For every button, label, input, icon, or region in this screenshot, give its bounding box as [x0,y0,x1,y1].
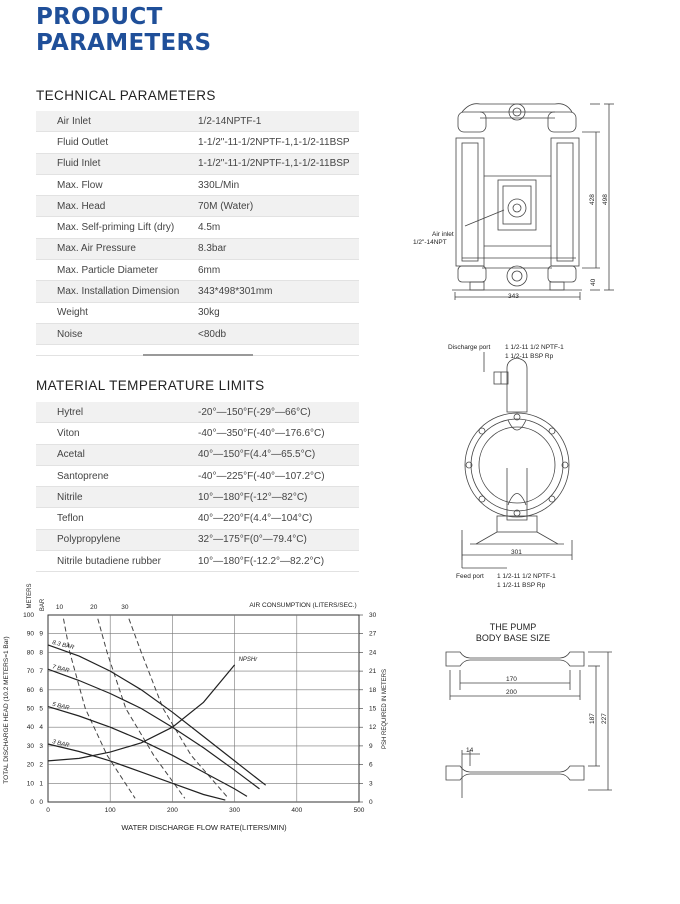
pump-performance-chart [3,583,388,832]
y-tick-label-bar: 3 [39,742,43,750]
y-axis-label: TOTAL DISCHARGE HEAD (10.2 METERS=1 Bar) [3,636,10,784]
dim-base-40: 40 [590,278,597,286]
y-tick-label-bar: 1 [39,780,43,788]
dim-height-428: 428 [589,194,596,205]
technical-param-value: 1-1/2"-11-1/2NPTF-1,1-1/2-11BSP [198,153,359,174]
material-temp-label: Viton [36,423,198,444]
base-dim-187: 187 [589,713,596,724]
base-dim-200: 200 [506,689,517,696]
series-label: 5 BAR [51,701,70,712]
technical-param-label: Max. Air Pressure [36,238,198,259]
feed-port-label: Feed port [456,573,484,580]
base-dim-14: 14 [466,747,474,754]
dim-depth-301: 301 [511,549,522,556]
technical-param-label: Max. Installation Dimension [36,281,198,302]
x-tick-label: 0 [46,807,50,814]
chart-ticks [23,604,376,814]
discharge-port-spec-2: 1 1/2-11 BSP Rp [505,353,554,360]
material-temp-label: Nitrile [36,487,198,508]
air-inlet-spec: 1/2"-14NPT [413,239,447,246]
technical-param-value: 330L/Min [198,174,359,195]
material-temp-value: 40°—220°F(4.4°—104°C) [198,508,359,529]
y-tick-label-meters: 50 [26,705,34,713]
technical-param-value: 343*498*301mm [198,281,359,302]
technical-param-value: 6mm [198,260,359,281]
material-temp-value: -20°—150°F(-29°—66°C) [198,402,359,423]
material-temp-value: 32°—175°F(0°—79.4°C) [198,529,359,550]
y-tick-label-meters: 70 [26,668,34,676]
technical-param-value: 1/2-14NPTF-1 [198,111,359,132]
feed-port-spec-2: 1 1/2-11 BSP Rp [497,582,546,589]
y2-axis-label: PSH REQUIRED IN METERS [382,668,388,750]
series-line-3-bar [48,744,225,800]
technical-param-label: Fluid Outlet [36,132,198,153]
technical-param-value: 70M (Water) [198,196,359,217]
y-tick-label-bar: 0 [39,799,43,806]
air-consumption-tick-label: 20 [90,604,98,611]
x-tick-label: 400 [291,807,303,814]
base-dim-170: 170 [506,676,517,683]
material-temp-value: 10°—180°F(-12°—82°C) [198,487,359,508]
technical-param-label: Max. Self-priming Lift (dry) [36,217,198,238]
technical-param-value: 30kg [198,302,359,323]
technical-param-label: Max. Particle Diameter [36,260,198,281]
x-tick-label: 500 [353,807,365,814]
y2-tick-label: 18 [369,686,377,694]
air-consumption-tick-label: 10 [55,604,64,611]
air-consumption-axis-label: AIR CONSUMPTION (LITERS/SEC.) [249,602,357,609]
chart-series [48,619,266,800]
material-temp-value: 10°—180°F(-12.2°—82.2°C) [198,551,359,572]
base-size-title-2: BODY BASE SIZE [475,633,551,643]
air-consumption-tick-label: 30 [121,604,129,611]
technical-param-value: 4.5m [198,217,359,238]
discharge-port-spec-1: 1 1/2-11 1/2 NPTF-1 [505,344,564,351]
y-tick-label-bar: 7 [39,668,43,676]
y-tick-label-meters: 40 [26,724,34,732]
technical-param-value: 1-1/2"-11-1/2NPTF-1,1-1/2-11BSP [198,132,359,153]
series-label: NPSHr [238,656,258,663]
air-inlet-label: Air inlet [432,231,454,238]
technical-param-label: Noise [36,323,198,344]
y2-tick-label: 0 [369,799,373,806]
technical-param-label: Fluid Inlet [36,153,198,174]
dim-height-498: 498 [602,194,609,205]
x-tick-label: 200 [166,807,178,814]
y-tick-label-bar: 6 [39,686,43,694]
y2-tick-label: 3 [369,780,373,788]
technical-param-label: Air Inlet [36,111,198,132]
pump-base-drawing [446,652,612,798]
y2-tick-label: 24 [369,649,377,657]
material-temp-label: Acetal [36,444,198,465]
material-temp-label: Hytrel [36,402,198,423]
feed-port-spec-1: 1 1/2-11 1/2 NPTF-1 [497,573,556,580]
base-dim-227: 227 [601,713,608,724]
y2-tick-label: 15 [369,705,377,713]
series-line-7-bar [48,669,260,789]
y-tick-label-meters: 90 [26,630,34,638]
technical-param-label: Max. Flow [36,174,198,195]
pump-side-view-drawing [462,352,572,568]
page-title-line-2: PARAMETERS [36,30,212,56]
y-tick-label-bar: 9 [39,630,43,638]
y2-tick-label: 27 [369,630,377,638]
material-temp-label: Nitrile butadiene rubber [36,551,198,572]
y-tick-label-bar: 4 [39,724,43,732]
technical-param-label: Weight [36,302,198,323]
material-temp-label: Santoprene [36,465,198,486]
material-temperature-heading: MATERIAL TEMPERATURE LIMITS [36,378,265,393]
y-tick-label-bar: 8 [39,649,43,657]
series-label: 3 BAR [51,739,70,750]
series-label: 7 BAR [51,664,70,675]
series-label: 8.3 BAR [51,640,75,652]
y-unit-bar: BAR [40,598,46,612]
y-tick-label-meters: 0 [30,799,34,806]
technical-param-label: Max. Head [36,196,198,217]
x-axis-label: WATER DISCHARGE FLOW RATE(LITERS/MIN) [121,823,287,832]
y2-tick-label: 12 [369,724,377,732]
technical-param-value: <80db [198,323,359,344]
x-tick-label: 300 [229,807,241,814]
y-tick-label-meters: 10 [26,780,34,788]
y-unit-meters: METERS [27,583,33,609]
y-tick-label-bar: 5 [39,705,43,713]
x-tick-label: 100 [104,807,116,814]
material-temp-value: 40°—150°F(4.4°—65.5°C) [198,444,359,465]
y-tick-label-bar: 2 [39,761,43,769]
y-tick-label-meters: 100 [23,612,34,619]
y-tick-label-meters: 80 [26,649,34,657]
chart-grid [48,615,359,802]
material-temp-value: -40°—225°F(-40°—107.2°C) [198,465,359,486]
base-size-title-1: THE PUMP [489,622,537,632]
page-title-line-1: PRODUCT [36,4,163,30]
y2-tick-label: 9 [369,742,373,750]
y2-tick-label: 21 [369,668,377,676]
dim-width-343: 343 [508,293,519,300]
discharge-port-label: Discharge port [448,344,491,351]
y-tick-label-meters: 30 [26,742,34,750]
material-temp-label: Polypropylene [36,529,198,550]
y2-tick-label: 6 [369,761,373,769]
material-temp-label: Teflon [36,508,198,529]
material-temp-value: -40°—350°F(-40°—176.6°C) [198,423,359,444]
technical-parameters-heading: TECHNICAL PARAMETERS [36,88,216,103]
y2-tick-label: 30 [369,612,377,619]
technical-param-value: 8.3bar [198,238,359,259]
y-tick-label-meters: 20 [26,761,34,769]
y-tick-label-meters: 60 [26,686,34,694]
